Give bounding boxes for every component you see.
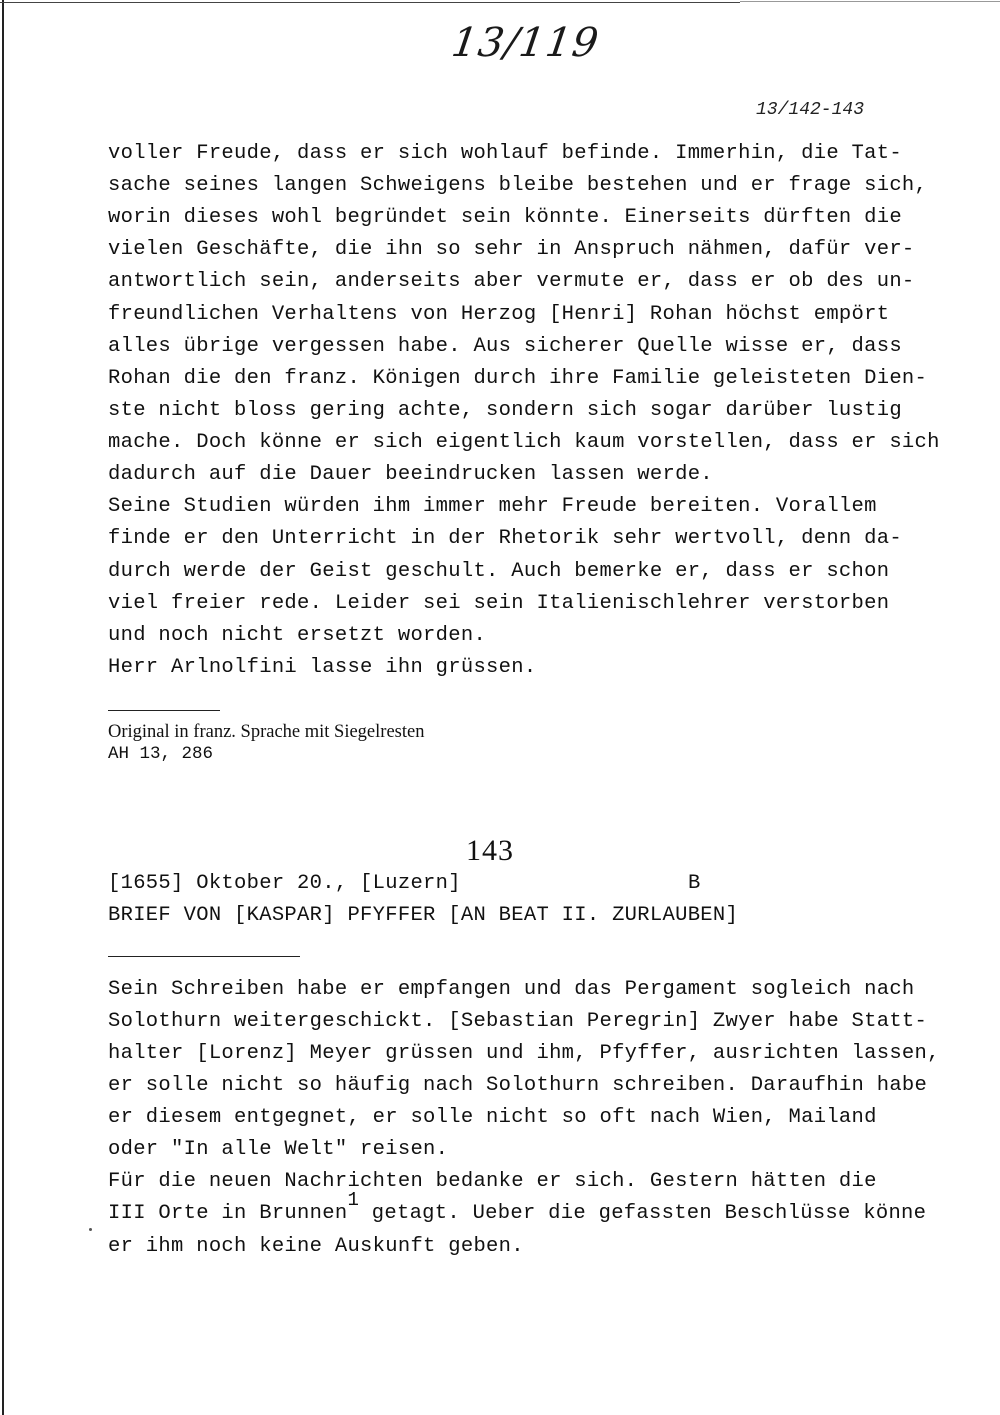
text-line: Seine Studien würden ihm immer mehr Freude bereiten. Vorallem	[108, 495, 877, 518]
scan-border-top	[0, 2, 740, 3]
date-place: [1655] Oktober 20., [Luzern]	[108, 872, 461, 895]
text-line: worin dieses wohl begründet sein könnte. Einerseits dürften die	[108, 206, 902, 229]
source-reference: AH 13, 286	[108, 744, 214, 764]
scan-border-top-right	[740, 1, 1000, 2]
scan-border-left	[2, 0, 4, 1415]
note-separator-rule	[108, 710, 220, 711]
text-line: halter [Lorenz] Meyer grüssen und ihm, Pfyffer, ausrichten lassen,	[108, 1042, 940, 1065]
text-line: alles übrige vergessen habe. Aus sicherer Quelle wisse er, dass	[108, 335, 902, 358]
document-number: 143	[466, 834, 514, 867]
text-line: er diesem entgegnet, er solle nicht so oft nach Wien, Mailand	[108, 1106, 877, 1129]
text-line: Rohan die den franz. Königen durch ihre Familie geleisteten Dien-	[108, 367, 928, 390]
text-line: voller Freude, dass er sich wohlauf befinde. Immerhin, die Tat-	[108, 142, 902, 165]
text-segment: III Orte in Brunnen	[108, 1202, 348, 1225]
page-reference: 13/142-143	[756, 100, 865, 120]
text-line: mache. Doch könne er sich eigentlich kaum vorstellen, dass er sich	[108, 431, 940, 454]
text-line: sache seines langen Schweigens bleibe bestehen und er frage sich,	[108, 174, 928, 197]
text-line: freundlichen Verhaltens von Herzog [Henri] Rohan höchst empört	[108, 303, 890, 326]
text-line-with-footnote	[108, 1189, 927, 1225]
scan-speck	[89, 1228, 92, 1231]
text-line: dadurch auf die Dauer beeindrucken lassen werde.	[108, 463, 713, 486]
text-line: Herr Arlnolfini lasse ihn grüssen.	[108, 656, 537, 679]
letter-heading: BRIEF VON [KASPAR] PFYFFER [AN BEAT II. ZURLAUBEN]	[108, 904, 739, 927]
text-line: oder "In alle Welt" reisen.	[108, 1138, 449, 1161]
text-line: und noch nicht ersetzt worden.	[108, 624, 487, 647]
text-line: vielen Geschäfte, die ihn so sehr in Anspruch nähmen, dafür ver-	[108, 238, 915, 261]
text-line: ste nicht bloss gering achte, sondern sich sogar darüber lustig	[108, 399, 902, 422]
text-line: Für die neuen Nachrichten bedanke er sich. Gestern hätten die	[108, 1170, 877, 1193]
text-line: Solothurn weitergeschickt. [Sebastian Peregrin] Zwyer habe Statt-	[108, 1010, 928, 1033]
text-line: finde er den Unterricht in der Rhetorik sehr wertvoll, denn da-	[108, 527, 902, 550]
footnote-marker: 1	[347, 1189, 360, 1211]
text-line: er ihm noch keine Auskunft geben.	[108, 1235, 524, 1258]
text-line: antwortlich sein, anderseits aber vermute er, dass er ob des un-	[108, 270, 915, 293]
text-line: Sein Schreiben habe er empfangen und das Pergament sogleich nach	[108, 978, 915, 1001]
type-marker: B	[688, 872, 701, 895]
text-line: er solle nicht so häufig nach Solothurn schreiben. Daraufhin habe	[108, 1074, 928, 1097]
original-note: Original in franz. Sprache mit Siegelresten	[108, 722, 425, 742]
heading-separator-rule	[108, 956, 300, 957]
text-segment: getagt. Ueber die gefassten Beschlüsse könne	[359, 1202, 927, 1225]
text-line: durch werde der Geist geschult. Auch bemerke er, dass er schon	[108, 560, 890, 583]
handwritten-archive-mark: 13/119	[448, 20, 602, 66]
text-line: viel freier rede. Leider sei sein Italienischlehrer verstorben	[108, 592, 890, 615]
